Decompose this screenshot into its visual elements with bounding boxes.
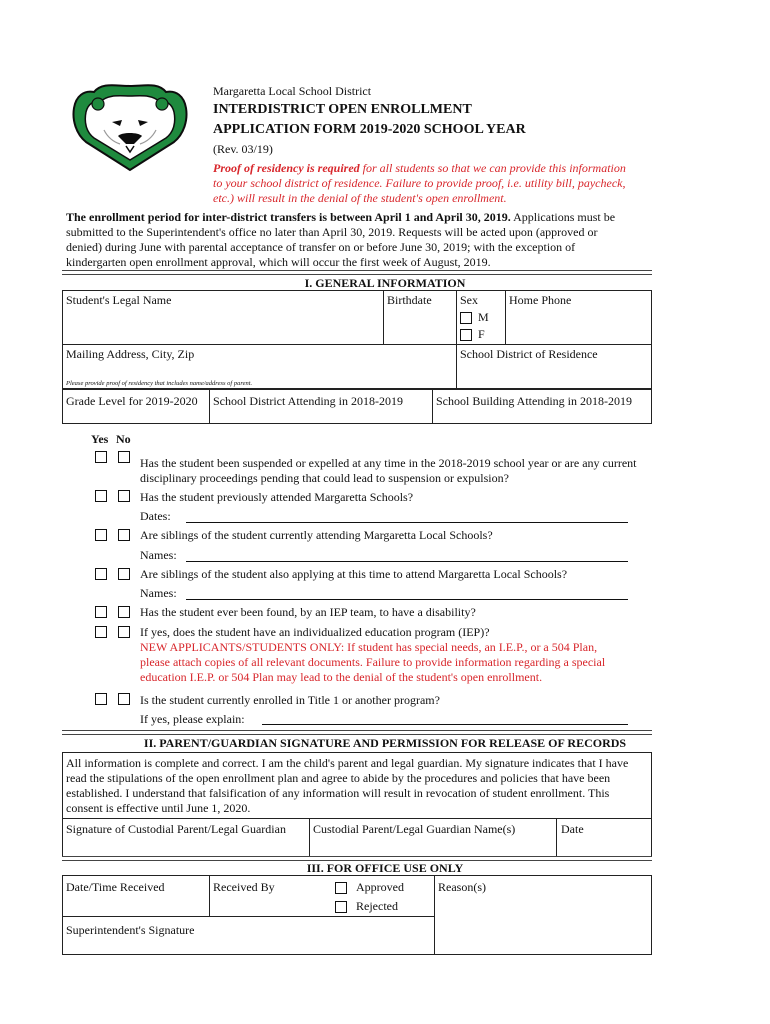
received-by-field[interactable]: Received By	[210, 876, 333, 917]
approved-checkbox[interactable]	[335, 882, 347, 894]
student-name-field[interactable]: Student's Legal Name	[63, 291, 384, 345]
q5-no-checkbox[interactable]	[118, 606, 130, 618]
q1-no-checkbox[interactable]	[118, 451, 130, 463]
signature-field[interactable]: Signature of Custodial Parent/Legal Guardian	[63, 819, 310, 857]
q1-line2: disciplinary proceedings pending that could lead to suspension or expulsion?	[140, 471, 509, 485]
birthdate-field[interactable]: Birthdate	[384, 291, 457, 345]
no-header: No	[116, 432, 131, 446]
q2-no-checkbox[interactable]	[118, 490, 130, 502]
q3-names-line[interactable]	[186, 561, 628, 562]
q4-no-checkbox[interactable]	[118, 568, 130, 580]
divider	[62, 730, 652, 735]
q3-names-label: Names:	[140, 548, 177, 562]
mailing-address-field[interactable]: Mailing Address, City, Zip Please provide proof of residency that includes name/address of parent.	[63, 345, 457, 389]
form-title-line2: APPLICATION FORM 2019-2020 SCHOOL YEAR	[213, 122, 526, 137]
q6-text: If yes, does the student have an individualized education program (IEP)?	[140, 625, 490, 639]
q2-text: Has the student previously attended Margaretta Schools?	[140, 490, 414, 504]
section2-title: II. PARENT/GUARDIAN SIGNATURE AND PERMISSION FOR RELEASE OF RECORDS	[143, 736, 627, 750]
q4-names-label: Names:	[140, 586, 177, 600]
q4-yes-checkbox[interactable]	[95, 568, 107, 580]
signature-table	[62, 752, 652, 857]
superintendent-signature-field[interactable]: Superintendent's Signature	[63, 917, 435, 955]
consent-paragraph: All information is complete and correct. I am the child's parent and legal guardian. My signature indicates that I have read the stipulations of the open enrollment plan and agree to abide by the procedures and policies that have been established. I understand that falsification of any information will result in revocation of student enrollment. This consent is effective until June 1, 2020.	[63, 753, 652, 819]
q7-explain-label: If yes, please explain:	[140, 712, 245, 726]
q2-dates-line[interactable]	[186, 522, 628, 523]
home-phone-field[interactable]: Home Phone	[506, 291, 652, 345]
q6-yes-checkbox[interactable]	[95, 626, 107, 638]
section1-title: I. GENERAL INFORMATION	[304, 276, 466, 290]
building-attending-field[interactable]: School Building Attending in 2018-2019	[433, 390, 652, 424]
q7-yes-checkbox[interactable]	[95, 693, 107, 705]
residency-note-line1: Proof of residency is required for all students so that we can provide this information	[213, 161, 626, 175]
q1-line1: Has the student been suspended or expelled at any time in the 2018-2019 school year or are any current	[140, 456, 637, 470]
general-info-table	[62, 290, 652, 389]
intro-line4: kindergarten open enrollment approval, which will occur the first week of August, 2019.	[66, 255, 491, 269]
q5-text: Has the student ever been found, by an IEP team, to have a disability?	[140, 605, 476, 619]
sex-m-checkbox[interactable]	[460, 312, 472, 324]
date-received-field[interactable]: Date/Time Received	[63, 876, 210, 917]
intro-line2: submitted to the Superintendent's office no later than April 30, 2019. Requests will be acted upon (approved or	[66, 225, 598, 239]
bear-logo	[68, 80, 192, 176]
q2-yes-checkbox[interactable]	[95, 490, 107, 502]
decision-field: Approved Rejected	[332, 876, 435, 917]
district-residence-field[interactable]: School District of Residence	[457, 345, 652, 389]
grade-level-field[interactable]: Grade Level for 2019-2020	[63, 390, 210, 424]
q7-no-checkbox[interactable]	[118, 693, 130, 705]
q2-dates-label: Dates:	[140, 509, 171, 523]
q1-yes-checkbox[interactable]	[95, 451, 107, 463]
proof-note: Please provide proof of residency that includes name/address of parent.	[66, 380, 253, 387]
divider	[62, 270, 652, 275]
q3-no-checkbox[interactable]	[118, 529, 130, 541]
q4-text: Are siblings of the student also applying at this time to attend Margaretta Local Schools?	[140, 567, 568, 581]
q6-no-checkbox[interactable]	[118, 626, 130, 638]
residency-note-line2: to your school district of residence. Failure to provide proof, i.e. utility bill, paycheck,	[213, 176, 626, 190]
q3-text: Are siblings of the student currently attending Margaretta Local Schools?	[140, 528, 493, 542]
residency-note-line3: etc.) will result in the denial of the student's open enrollment.	[213, 191, 507, 205]
yes-header: Yes	[91, 432, 109, 446]
district-name: Margaretta Local School District	[213, 84, 372, 98]
sex-f-checkbox[interactable]	[460, 329, 472, 341]
q6-note-line1: NEW APPLICANTS/STUDENTS ONLY: If student has special needs, an I.E.P., or a 504 Plan,	[140, 640, 598, 654]
reasons-field[interactable]: Reason(s)	[435, 876, 652, 955]
intro-line1: The enrollment period for inter-district transfers is between April 1 and April 30, 2019. Applications must be	[66, 210, 616, 224]
q4-names-line[interactable]	[186, 599, 628, 600]
q7-text: Is the student currently enrolled in Title 1 or another program?	[140, 693, 440, 707]
guardian-name-field[interactable]: Custodial Parent/Legal Guardian Name(s)	[310, 819, 557, 857]
revision: (Rev. 03/19)	[213, 142, 273, 156]
district-attending-field[interactable]: School District Attending in 2018-2019	[210, 390, 433, 424]
q5-yes-checkbox[interactable]	[95, 606, 107, 618]
sex-field: Sex M F	[457, 291, 506, 345]
office-use-table	[62, 875, 652, 955]
q3-yes-checkbox[interactable]	[95, 529, 107, 541]
intro-line3: denied) during June with parental acceptance of transfer on or before June 30, 2019; with the exception of	[66, 240, 576, 254]
date-field[interactable]: Date	[557, 819, 652, 857]
rejected-checkbox[interactable]	[335, 901, 347, 913]
form-title-line1: INTERDISTRICT OPEN ENROLLMENT	[213, 102, 472, 117]
section3-title: III. FOR OFFICE USE ONLY	[306, 861, 464, 875]
q6-note-line3: education I.E.P. or 504 Plan may lead to the denial of the student's open enrollment.	[140, 670, 543, 684]
q7-explain-line[interactable]	[262, 724, 628, 725]
q6-note-line2: please attach copies of all relevant documents. Failure to provide information regarding a special	[140, 655, 606, 669]
grade-table	[62, 389, 652, 424]
